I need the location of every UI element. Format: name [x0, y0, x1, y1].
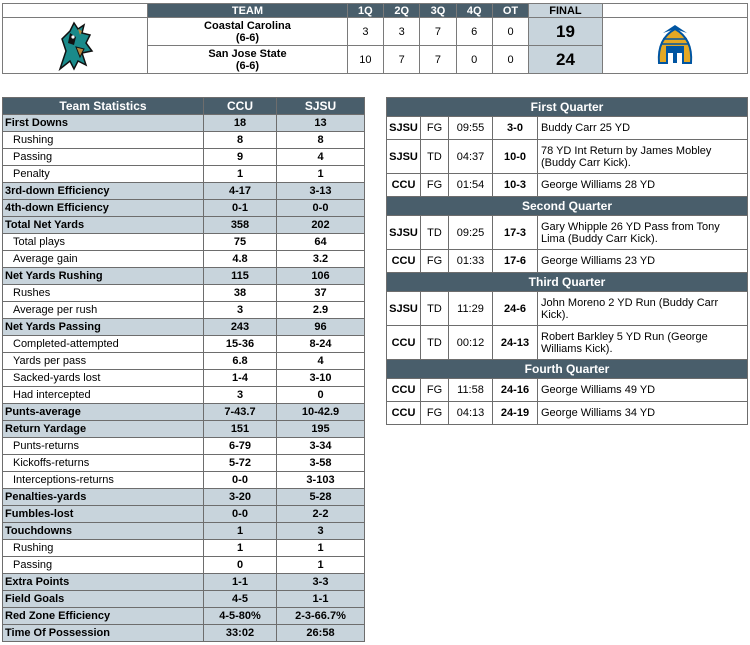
stat-sjsu-value: 1 — [277, 557, 365, 574]
stat-label: Punts-average — [3, 404, 204, 421]
stat-sjsu-value: 1 — [277, 166, 365, 183]
stat-row — [3, 540, 365, 557]
stat-label: Touchdowns — [3, 523, 204, 540]
stat-ccu-value: 33:02 — [204, 625, 277, 642]
quarter-header-row — [387, 360, 748, 379]
stat-sjsu-value: 2-3-66.7% — [277, 608, 365, 625]
home-q1: 10 — [347, 46, 383, 74]
stat-row — [3, 387, 365, 404]
play-score: 24-13 — [493, 326, 538, 360]
play-time: 11:29 — [449, 292, 493, 326]
stat-row — [3, 251, 365, 268]
stat-row — [3, 625, 365, 642]
scoring-play-row — [387, 216, 748, 250]
stat-ccu-value: 1-1 — [204, 574, 277, 591]
play-score: 24-19 — [493, 402, 538, 425]
stat-label: Punts-returns — [3, 438, 204, 455]
stats-label-header: Team Statistics — [3, 98, 204, 115]
q1-header: 1Q — [347, 4, 383, 18]
away-team-cell — [148, 18, 348, 46]
stat-sjsu-value: 3.2 — [277, 251, 365, 268]
scoring-play-row — [387, 292, 748, 326]
stats-ccu-header: CCU — [204, 98, 277, 115]
stat-label: Average per rush — [3, 302, 204, 319]
play-team: CCU — [387, 402, 421, 425]
stat-sjsu-value: 1-1 — [277, 591, 365, 608]
play-team: CCU — [387, 379, 421, 402]
play-time: 04:13 — [449, 402, 493, 425]
play-team: SJSU — [387, 216, 421, 250]
stat-ccu-value: 8 — [204, 132, 277, 149]
stat-ccu-value: 358 — [204, 217, 277, 234]
play-team: CCU — [387, 250, 421, 273]
stat-row — [3, 591, 365, 608]
stat-label: Extra Points — [3, 574, 204, 591]
play-score: 10-0 — [493, 140, 538, 174]
stat-ccu-value: 0-1 — [204, 200, 277, 217]
home-q2: 7 — [384, 46, 420, 74]
home-q3: 7 — [420, 46, 456, 74]
away-team-row — [3, 18, 748, 46]
stat-ccu-value: 0 — [204, 557, 277, 574]
play-description: George Williams 34 YD — [538, 402, 748, 425]
ot-header: OT — [492, 4, 528, 18]
play-time: 09:25 — [449, 216, 493, 250]
quarter-header-row — [387, 98, 748, 117]
stat-ccu-value: 0-0 — [204, 472, 277, 489]
stat-label: Net Yards Rushing — [3, 268, 204, 285]
stat-label: Red Zone Efficiency — [3, 608, 204, 625]
play-type: FG — [421, 174, 449, 197]
stat-sjsu-value: 3-103 — [277, 472, 365, 489]
scoreboard-blank-header-right — [602, 4, 747, 18]
play-time: 01:33 — [449, 250, 493, 273]
stat-sjsu-value: 2.9 — [277, 302, 365, 319]
home-final: 24 — [529, 46, 603, 74]
stat-ccu-value: 3 — [204, 302, 277, 319]
stat-ccu-value: 9 — [204, 149, 277, 166]
scoring-play-row — [387, 326, 748, 360]
stat-sjsu-value: 3-34 — [277, 438, 365, 455]
home-team-cell — [148, 46, 348, 74]
stat-row — [3, 472, 365, 489]
stat-label: Total Net Yards — [3, 217, 204, 234]
stat-row — [3, 166, 365, 183]
quarter-header-row — [387, 273, 748, 292]
stat-label: Passing — [3, 557, 204, 574]
stat-label: Penalty — [3, 166, 204, 183]
play-score: 17-3 — [493, 216, 538, 250]
play-type: FG — [421, 402, 449, 425]
play-score: 24-6 — [493, 292, 538, 326]
quarter-title: Third Quarter — [387, 273, 748, 292]
scoring-play-row — [387, 117, 748, 140]
away-q2: 3 — [384, 18, 420, 46]
play-description: 78 YD Int Return by James Mobley (Buddy Carr Kick). — [538, 140, 748, 174]
play-type: TD — [421, 292, 449, 326]
stat-row — [3, 523, 365, 540]
stat-label: Net Yards Passing — [3, 319, 204, 336]
stat-row — [3, 302, 365, 319]
stat-label: 4th-down Efficiency — [3, 200, 204, 217]
stat-row — [3, 132, 365, 149]
stat-ccu-value: 18 — [204, 115, 277, 132]
stat-row — [3, 489, 365, 506]
stat-sjsu-value: 3-3 — [277, 574, 365, 591]
stat-ccu-value: 0-0 — [204, 506, 277, 523]
stat-sjsu-value: 3-13 — [277, 183, 365, 200]
play-type: FG — [421, 379, 449, 402]
scoring-body — [387, 98, 748, 425]
stat-sjsu-value: 3-10 — [277, 370, 365, 387]
scoreboard-blank-header — [3, 4, 148, 18]
stat-label: Rushes — [3, 285, 204, 302]
stat-ccu-value: 6-79 — [204, 438, 277, 455]
stat-label: Rushing — [3, 540, 204, 557]
stat-ccu-value: 243 — [204, 319, 277, 336]
play-type: TD — [421, 216, 449, 250]
stat-ccu-value: 38 — [204, 285, 277, 302]
team-statistics-table — [2, 97, 365, 642]
play-type: FG — [421, 250, 449, 273]
away-q1: 3 — [347, 18, 383, 46]
play-description: George Williams 28 YD — [538, 174, 748, 197]
stat-sjsu-value: 96 — [277, 319, 365, 336]
stat-label: Return Yardage — [3, 421, 204, 438]
play-description: George Williams 49 YD — [538, 379, 748, 402]
stat-label: Field Goals — [3, 591, 204, 608]
scoring-play-row — [387, 140, 748, 174]
chanticleer-logo-icon — [52, 21, 98, 71]
stat-sjsu-value: 4 — [277, 353, 365, 370]
play-time: 04:37 — [449, 140, 493, 174]
stat-sjsu-value: 37 — [277, 285, 365, 302]
stat-sjsu-value: 2-2 — [277, 506, 365, 523]
play-type: TD — [421, 326, 449, 360]
stat-sjsu-value: 64 — [277, 234, 365, 251]
stat-row — [3, 149, 365, 166]
play-description: John Moreno 2 YD Run (Buddy Carr Kick). — [538, 292, 748, 326]
stat-row — [3, 438, 365, 455]
stat-sjsu-value: 195 — [277, 421, 365, 438]
stat-label: Passing — [3, 149, 204, 166]
stat-ccu-value: 4-17 — [204, 183, 277, 200]
spartan-helmet-logo-icon — [653, 23, 697, 69]
team-header: TEAM — [148, 4, 348, 18]
stat-row — [3, 353, 365, 370]
stat-ccu-value: 7-43.7 — [204, 404, 277, 421]
scoring-play-row — [387, 174, 748, 197]
play-description: Robert Barkley 5 YD Run (George Williams Kick). — [538, 326, 748, 360]
final-header: FINAL — [529, 4, 603, 18]
stat-label: Penalties-yards — [3, 489, 204, 506]
stat-row — [3, 421, 365, 438]
play-team: CCU — [387, 174, 421, 197]
stat-sjsu-value: 8 — [277, 132, 365, 149]
stat-sjsu-value: 1 — [277, 540, 365, 557]
stat-sjsu-value: 4 — [277, 149, 365, 166]
stat-row — [3, 285, 365, 302]
play-time: 00:12 — [449, 326, 493, 360]
stat-sjsu-value: 5-28 — [277, 489, 365, 506]
stat-row — [3, 608, 365, 625]
home-team-name: San Jose State — [208, 47, 287, 60]
play-type: TD — [421, 140, 449, 174]
stat-ccu-value: 4.8 — [204, 251, 277, 268]
stat-sjsu-value: 26:58 — [277, 625, 365, 642]
play-team: SJSU — [387, 292, 421, 326]
stat-row — [3, 319, 365, 336]
stat-ccu-value: 1 — [204, 166, 277, 183]
away-team-record: (6-6) — [235, 31, 260, 44]
stat-ccu-value: 1 — [204, 523, 277, 540]
home-team-record: (6-6) — [235, 59, 260, 72]
stat-label: Completed-attempted — [3, 336, 204, 353]
stat-ccu-value: 3-20 — [204, 489, 277, 506]
stats-body — [3, 115, 365, 642]
stat-ccu-value: 4-5-80% — [204, 608, 277, 625]
play-score: 24-16 — [493, 379, 538, 402]
stat-row — [3, 455, 365, 472]
play-team: CCU — [387, 326, 421, 360]
stat-row — [3, 183, 365, 200]
play-time: 09:55 — [449, 117, 493, 140]
stat-ccu-value: 1-4 — [204, 370, 277, 387]
away-q3: 7 — [420, 18, 456, 46]
play-team: SJSU — [387, 140, 421, 174]
away-final: 19 — [529, 18, 603, 46]
scoreboard-table — [2, 3, 748, 74]
stat-ccu-value: 3 — [204, 387, 277, 404]
stat-ccu-value: 151 — [204, 421, 277, 438]
stat-sjsu-value: 3-58 — [277, 455, 365, 472]
stat-row — [3, 370, 365, 387]
play-team: SJSU — [387, 117, 421, 140]
stat-ccu-value: 5-72 — [204, 455, 277, 472]
quarter-title: Second Quarter — [387, 197, 748, 216]
stat-sjsu-value: 10-42.9 — [277, 404, 365, 421]
quarter-title: Fourth Quarter — [387, 360, 748, 379]
stat-sjsu-value: 0-0 — [277, 200, 365, 217]
stat-row — [3, 115, 365, 132]
q3-header: 3Q — [420, 4, 456, 18]
quarter-title: First Quarter — [387, 98, 748, 117]
stat-label: Total plays — [3, 234, 204, 251]
play-score: 17-6 — [493, 250, 538, 273]
stat-label: Kickoffs-returns — [3, 455, 204, 472]
play-description: Buddy Carr 25 YD — [538, 117, 748, 140]
stat-sjsu-value: 202 — [277, 217, 365, 234]
stat-label: Rushing — [3, 132, 204, 149]
home-q4: 0 — [456, 46, 492, 74]
stat-label: Yards per pass — [3, 353, 204, 370]
stat-label: Time Of Possession — [3, 625, 204, 642]
q2-header: 2Q — [384, 4, 420, 18]
q4-header: 4Q — [456, 4, 492, 18]
stat-label: Average gain — [3, 251, 204, 268]
away-ot: 0 — [492, 18, 528, 46]
stat-ccu-value: 115 — [204, 268, 277, 285]
away-q4: 6 — [456, 18, 492, 46]
stat-ccu-value: 6.8 — [204, 353, 277, 370]
play-type: FG — [421, 117, 449, 140]
scoring-play-row — [387, 402, 748, 425]
ccu-logo-cell — [3, 18, 148, 74]
scoring-play-row — [387, 379, 748, 402]
stat-ccu-value: 15-36 — [204, 336, 277, 353]
quarter-header-row — [387, 197, 748, 216]
away-team-name: Coastal Carolina — [204, 19, 291, 32]
stat-sjsu-value: 8-24 — [277, 336, 365, 353]
stat-label: First Downs — [3, 115, 204, 132]
play-score: 3-0 — [493, 117, 538, 140]
stat-ccu-value: 4-5 — [204, 591, 277, 608]
play-time: 11:58 — [449, 379, 493, 402]
play-description: Gary Whipple 26 YD Pass from Tony Lima (Buddy Carr Kick). — [538, 216, 748, 250]
stat-sjsu-value: 3 — [277, 523, 365, 540]
stat-sjsu-value: 0 — [277, 387, 365, 404]
stat-row — [3, 217, 365, 234]
stat-label: Fumbles-lost — [3, 506, 204, 523]
stat-row — [3, 557, 365, 574]
stat-label: Sacked-yards lost — [3, 370, 204, 387]
stat-label: 3rd-down Efficiency — [3, 183, 204, 200]
sjsu-logo-cell — [602, 18, 747, 74]
stat-row — [3, 268, 365, 285]
stat-row — [3, 336, 365, 353]
scoring-summary-table — [386, 97, 748, 425]
stat-row — [3, 506, 365, 523]
stat-sjsu-value: 106 — [277, 268, 365, 285]
stats-sjsu-header: SJSU — [277, 98, 365, 115]
stat-sjsu-value: 13 — [277, 115, 365, 132]
home-ot: 0 — [492, 46, 528, 74]
stat-label: Interceptions-returns — [3, 472, 204, 489]
scoring-play-row — [387, 250, 748, 273]
stat-row — [3, 200, 365, 217]
stat-row — [3, 234, 365, 251]
stat-label: Had intercepted — [3, 387, 204, 404]
stat-ccu-value: 1 — [204, 540, 277, 557]
stat-row — [3, 574, 365, 591]
stat-row — [3, 404, 365, 421]
play-description: George Williams 23 YD — [538, 250, 748, 273]
stat-ccu-value: 75 — [204, 234, 277, 251]
play-time: 01:54 — [449, 174, 493, 197]
play-score: 10-3 — [493, 174, 538, 197]
